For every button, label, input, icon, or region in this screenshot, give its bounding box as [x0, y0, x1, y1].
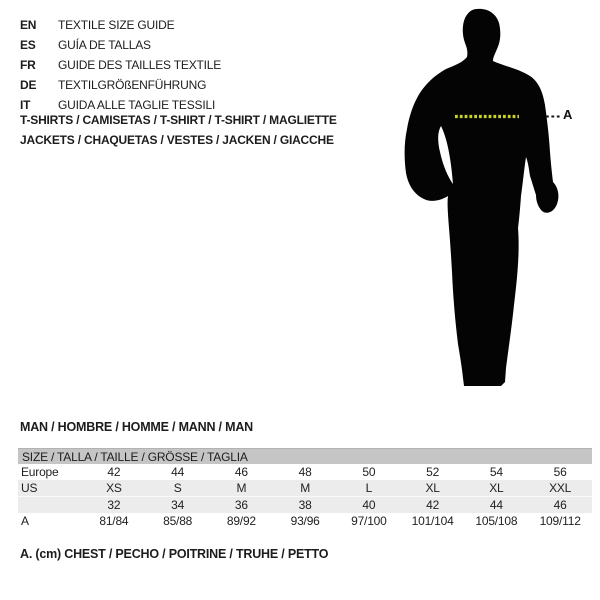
row-label: A: [21, 514, 29, 528]
size-table-header: SIZE / TALLA / TAILLE / GRÖSSE / TAGLIA: [18, 449, 592, 465]
size-cell: 97/100: [351, 514, 387, 528]
row-label: US: [18, 480, 82, 497]
size-cell: 36: [234, 498, 248, 512]
size-cell: XL: [401, 480, 465, 497]
size-cell: 32: [107, 498, 121, 512]
language-code: ES: [20, 38, 36, 52]
size-cell: 56: [553, 465, 567, 479]
row-label: [18, 497, 82, 514]
language-code: IT: [20, 98, 31, 112]
language-label: TEXTILE SIZE GUIDE: [58, 18, 175, 32]
size-cell: 89/92: [226, 514, 256, 528]
size-cell: 48: [298, 465, 312, 479]
measure-label-a: A: [563, 107, 573, 122]
size-cell: 54: [489, 465, 503, 479]
category-lines: [20, 110, 337, 150]
table-row-us: [18, 480, 592, 497]
size-table: [18, 448, 592, 529]
language-row-es: [20, 35, 221, 55]
language-code: EN: [20, 18, 37, 32]
size-cell: 101/104: [411, 514, 454, 528]
language-label: GUIDE DES TAILLES TEXTILE: [58, 58, 222, 72]
section-title-man: MAN / HOMBRE / HOMME / MANN / MAN: [20, 420, 253, 434]
size-cell: 42: [426, 498, 440, 512]
language-label: TEXTILGRÖßENFÜHRUNG: [58, 78, 207, 92]
size-cell: 81/84: [99, 514, 129, 528]
size-cell: 52: [426, 465, 440, 479]
size-cell: S: [146, 480, 210, 497]
language-label: GUIDA ALLE TAGLIE TESSILI: [58, 98, 216, 112]
size-cell: 46: [553, 498, 567, 512]
size-cell: 109/112: [539, 514, 581, 528]
size-cell: 44: [171, 465, 185, 479]
size-cell: 93/96: [290, 514, 320, 528]
size-table-header-row: [18, 449, 592, 465]
figure-area: [395, 0, 600, 395]
size-cell: 46: [234, 465, 248, 479]
size-cell: 105/108: [475, 514, 518, 528]
size-cell: M: [273, 480, 337, 497]
language-row-fr: [20, 55, 221, 75]
size-cell: 42: [107, 465, 121, 479]
footnote-chest: A. (cm) CHEST / PECHO / POITRINE / TRUHE / PETTO: [20, 547, 329, 561]
size-cell: 40: [362, 498, 376, 512]
size-cell: XXL: [528, 480, 592, 497]
language-row-en: [20, 15, 221, 35]
row-label: Europe: [21, 465, 59, 479]
language-code: DE: [20, 78, 37, 92]
language-code: FR: [20, 58, 36, 72]
size-cell: 34: [171, 498, 185, 512]
table-row-chest-a: [18, 513, 592, 529]
size-cell: 50: [362, 465, 376, 479]
size-cell: M: [210, 480, 274, 497]
language-row-de: [20, 75, 221, 95]
table-row-europe: [18, 464, 592, 480]
size-cell: 44: [489, 498, 503, 512]
category-line-jackets: JACKETS / CHAQUETAS / VESTES / JACKEN / GIACCHE: [20, 133, 334, 147]
size-cell: XL: [465, 480, 529, 497]
language-label: GUÍA DE TALLAS: [58, 38, 151, 52]
size-cell: XS: [82, 480, 146, 497]
language-list: [20, 15, 221, 115]
table-row-numeric: [18, 497, 592, 514]
size-cell: 85/88: [163, 514, 193, 528]
size-cell: L: [337, 480, 401, 497]
man-silhouette-graphic: [395, 0, 600, 395]
category-line-tshirts: T-SHIRTS / CAMISETAS / T-SHIRT / T-SHIRT / MAGLIETTE: [20, 113, 337, 127]
size-cell: 38: [298, 498, 312, 512]
